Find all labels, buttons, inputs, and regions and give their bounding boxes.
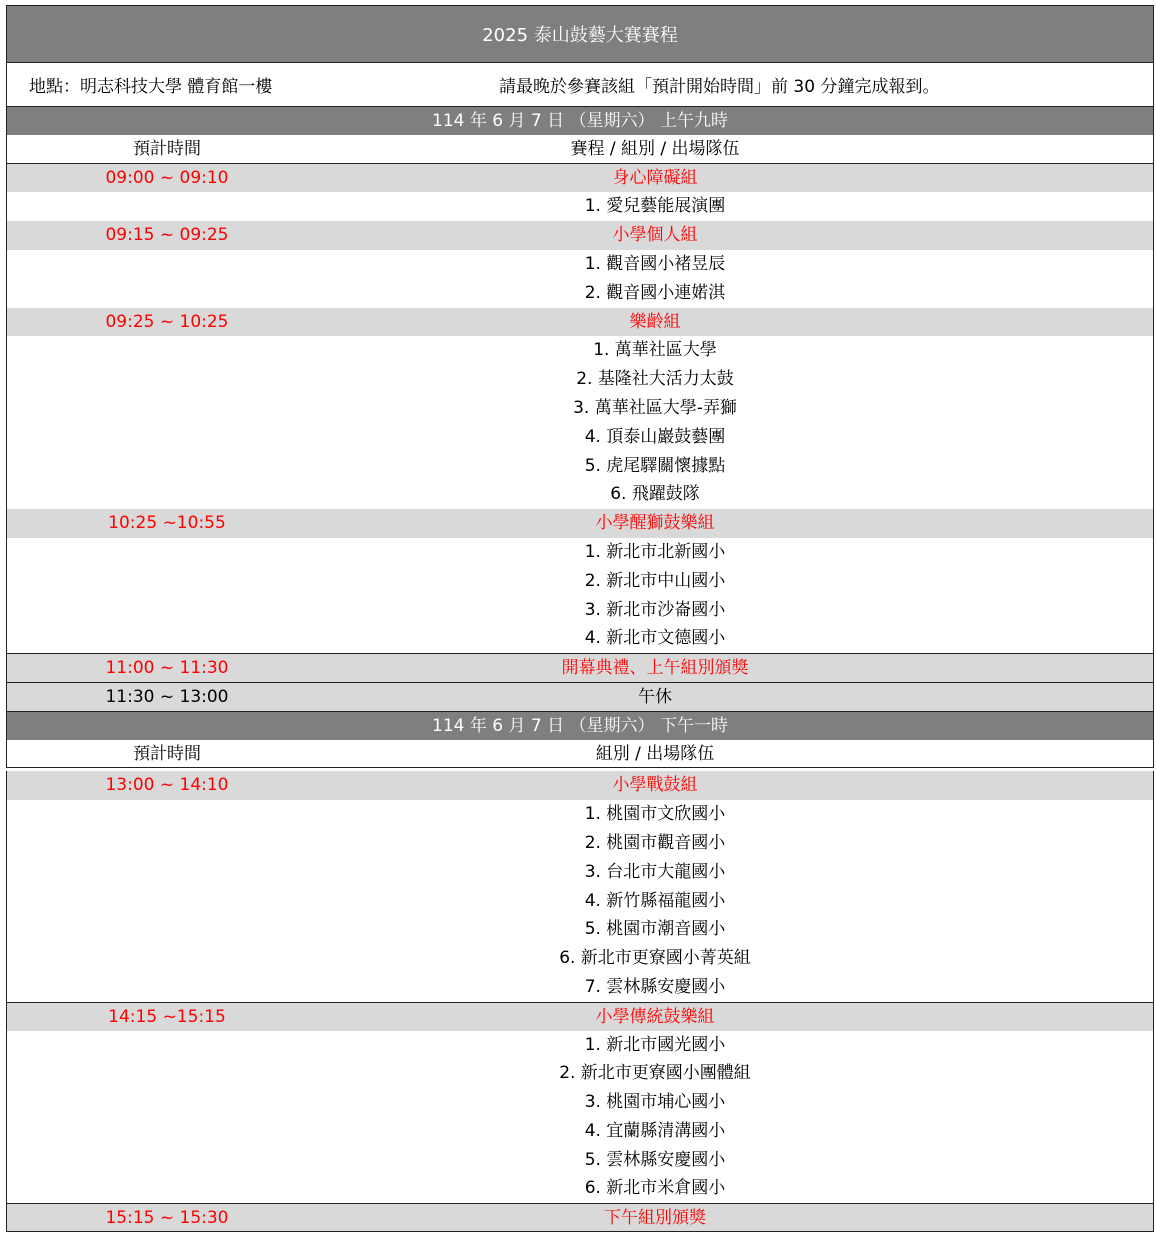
team-name: 6. 新北市米倉國小	[584, 1178, 726, 1199]
team-row	[6, 800, 1154, 829]
team-row	[6, 423, 1154, 452]
team-name: 2. 新北市更寮國小團體組	[559, 1063, 751, 1084]
location: 地點：明志科技大學 體育館一樓	[29, 77, 273, 97]
group-row	[6, 771, 1154, 800]
group-time: 10:25 ~10:55	[108, 513, 226, 534]
team-row	[6, 973, 1154, 1002]
group-time: 09:00 ~ 09:10	[105, 167, 229, 188]
group-name: 小學個人組	[612, 225, 698, 246]
afternoon-day-label: 114 年 6 月 7 日 （星期六） 下午一時	[432, 715, 728, 736]
team-name: 2. 桃園市觀音國小	[584, 832, 726, 853]
team-row	[6, 538, 1154, 567]
team-name: 5. 虎尾驛關懷據點	[584, 455, 726, 476]
col-time-label: 預計時間	[133, 743, 201, 764]
team-row	[6, 1059, 1154, 1088]
afternoon-column-header	[6, 740, 1154, 769]
checkin-notice: 請最晚於參賽該組「預計開始時間」前 30 分鐘完成報到。	[499, 77, 940, 97]
team-name: 5. 雲林縣安慶國小	[584, 1149, 726, 1170]
team-row	[6, 279, 1154, 308]
col-content-label: 組別 / 出場隊伍	[595, 743, 715, 764]
team-name: 3. 萬華社區大學-弄獅	[573, 397, 737, 418]
group-name: 小學醒獅鼓樂組	[595, 513, 715, 534]
team-row	[6, 1174, 1154, 1203]
team-row	[6, 567, 1154, 596]
group-time: 09:15 ~ 09:25	[105, 225, 229, 246]
team-name: 1. 萬華社區大學	[593, 340, 717, 361]
team-row	[6, 336, 1154, 365]
morning-day-header	[6, 106, 1154, 135]
team-name: 1. 新北市北新國小	[584, 541, 726, 562]
team-row	[6, 480, 1154, 509]
group-name: 身心障礙組	[612, 167, 698, 188]
group-name: 小學戰鼓組	[612, 775, 698, 796]
team-name: 1. 桃園市文欣國小	[584, 804, 726, 825]
team-row	[6, 1088, 1154, 1117]
team-name: 1. 愛兒藝能展演團	[584, 196, 726, 217]
group-row	[6, 509, 1154, 538]
team-name: 4. 新北市文德國小	[584, 628, 726, 649]
team-row	[6, 250, 1154, 279]
team-row	[6, 858, 1154, 887]
team-name: 4. 新竹縣福龍國小	[584, 890, 726, 911]
group-time: 13:00 ~ 14:10	[105, 775, 229, 796]
team-name: 4. 頂泰山巖鼓藝團	[584, 426, 726, 447]
group-name: 樂齡組	[629, 311, 681, 332]
schedule-sheet	[6, 5, 1154, 1232]
schedule-title: 2025 泰山鼓藝大賽賽程	[6, 5, 1154, 63]
info-row	[6, 63, 1154, 106]
group-time: 14:15 ~15:15	[108, 1006, 226, 1027]
team-name: 1. 觀音國小褚昱辰	[584, 253, 726, 274]
team-row	[6, 1146, 1154, 1175]
team-row	[6, 887, 1154, 916]
team-name: 6. 飛躍鼓隊	[610, 484, 700, 505]
team-row	[6, 1117, 1154, 1146]
group-time: 09:25 ~ 10:25	[105, 311, 229, 332]
team-name: 2. 基隆社大活力太鼓	[576, 369, 734, 390]
ceremony-name: 下午組別頒獎	[604, 1208, 706, 1229]
team-name: 4. 宜蘭縣清溝國小	[584, 1120, 726, 1141]
team-name: 1. 新北市國光國小	[584, 1034, 726, 1055]
group-row	[6, 221, 1154, 250]
morning-day-label: 114 年 6 月 7 日 （星期六） 上午九時	[432, 111, 728, 131]
team-row	[6, 596, 1154, 625]
team-name: 2. 新北市中山國小	[584, 570, 726, 591]
lunch-time: 11:30 ~ 13:00	[105, 686, 229, 707]
team-row	[6, 829, 1154, 858]
team-name: 3. 台北市大龍國小	[584, 861, 726, 882]
group-row	[6, 164, 1154, 193]
ceremony-row	[6, 653, 1154, 682]
lunch-name: 午休	[638, 686, 672, 707]
ceremony-time: 11:00 ~ 11:30	[105, 658, 229, 679]
group-row	[6, 308, 1154, 337]
team-row	[6, 365, 1154, 394]
team-row	[6, 452, 1154, 481]
team-row	[6, 1031, 1154, 1060]
group-name: 小學傳統鼓樂組	[595, 1006, 715, 1027]
team-name: 3. 新北市沙崙國小	[584, 599, 726, 620]
morning-column-header	[6, 135, 1154, 164]
team-row	[6, 394, 1154, 423]
lunch-row	[6, 682, 1154, 711]
afternoon-day-header	[6, 711, 1154, 740]
group-row	[6, 1002, 1154, 1031]
team-name: 5. 桃園市潮音國小	[584, 919, 726, 940]
team-name: 2. 觀音國小連婼淇	[584, 282, 726, 303]
team-row	[6, 944, 1154, 973]
col-time-label: 預計時間	[133, 138, 201, 159]
team-name: 6. 新北市更寮國小菁英組	[559, 948, 751, 969]
ceremony-row	[6, 1203, 1154, 1232]
team-name: 3. 桃園市埔心國小	[584, 1092, 726, 1113]
ceremony-time: 15:15 ~ 15:30	[105, 1208, 229, 1229]
team-name: 7. 雲林縣安慶國小	[584, 976, 726, 997]
team-row	[6, 915, 1154, 944]
team-row	[6, 192, 1154, 221]
col-content-label: 賽程 / 組別 / 出場隊伍	[570, 138, 740, 159]
ceremony-name: 開幕典禮、上午組別頒獎	[561, 658, 749, 679]
team-row	[6, 624, 1154, 653]
